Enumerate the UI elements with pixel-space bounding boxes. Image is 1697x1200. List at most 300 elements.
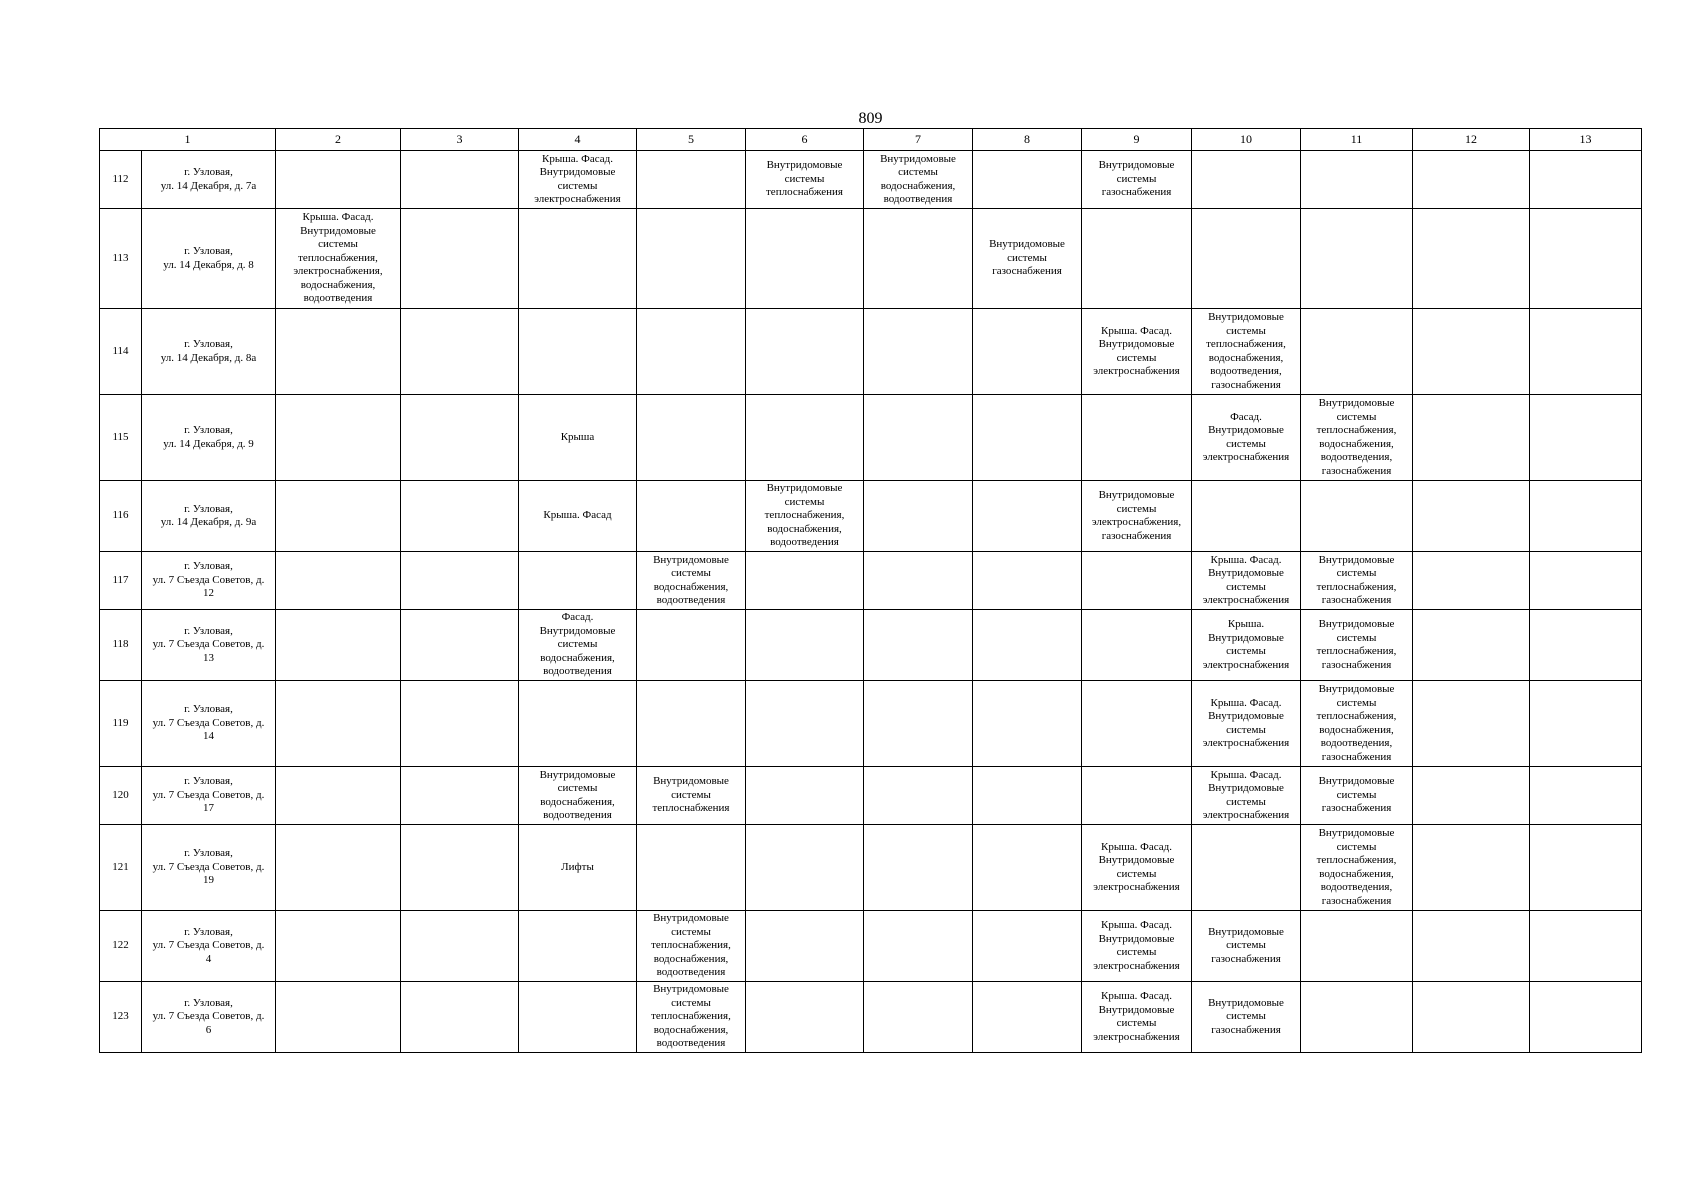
- work-cell-col-9: [1082, 911, 1192, 982]
- work-cell-col-7: [864, 825, 973, 911]
- work-cell-col-6: [746, 481, 864, 552]
- column-header-11: 11: [1301, 129, 1413, 151]
- work-cell-col-9: [1082, 610, 1192, 681]
- work-cell-col-4: [519, 552, 637, 610]
- work-cell-col-12: [1413, 481, 1530, 552]
- column-header-3: 3: [401, 129, 519, 151]
- work-cell-col-8: [973, 395, 1082, 481]
- work-text-line: водоотведения: [770, 536, 839, 549]
- work-text-line: Фасад.: [1230, 410, 1262, 423]
- address-line: г. Узловая,: [184, 847, 233, 860]
- work-cell-col-13: [1530, 552, 1642, 610]
- work-text-line: Внутридомовые: [1318, 775, 1395, 788]
- work-cell-col-8: [973, 209, 1082, 309]
- work-cell-col-12: [1413, 982, 1530, 1053]
- table-row: [100, 610, 1642, 681]
- work-text-line: Внутридомовые: [1318, 683, 1395, 695]
- work-cell-col-4: [519, 395, 637, 481]
- work-cell-col-6: [746, 911, 864, 982]
- row-number-cell: 117: [100, 552, 142, 610]
- work-cell-col-7: [864, 911, 973, 982]
- work-text-line: Фасад.: [561, 611, 594, 624]
- work-text-line: Внутридомовые: [766, 482, 843, 495]
- work-cell-col-3: [401, 552, 519, 610]
- column-header-8: 8: [973, 129, 1082, 151]
- work-cell-col-7: [864, 395, 973, 481]
- address-line: г. Узловая,: [184, 775, 233, 788]
- column-number-row: [100, 129, 1642, 151]
- work-text-line: Внутридомовые: [653, 775, 729, 788]
- work-text-line: Внутридомовые: [653, 553, 729, 566]
- work-cell-col-8: [973, 552, 1082, 610]
- address-cell: [142, 982, 276, 1053]
- work-text-line: водоснабжения,: [653, 1023, 729, 1036]
- work-cell-col-6: [746, 681, 864, 767]
- work-text-line: Внутридомовые: [989, 238, 1065, 251]
- work-cell-col-2: [276, 681, 401, 767]
- work-cell-col-9: [1082, 151, 1192, 209]
- table-header: [100, 129, 1642, 151]
- work-text-line: Внутридомовые: [880, 152, 956, 165]
- address-line: ул. 14 Декабря, д. 9: [163, 437, 254, 450]
- work-cell-col-7: [864, 767, 973, 825]
- work-cell-col-4: [519, 151, 637, 209]
- work-cell-col-3: [401, 681, 519, 767]
- work-text-line: Внутридомовые: [1098, 338, 1175, 350]
- work-cell-col-2: [276, 767, 401, 825]
- work-cell-col-13: [1530, 610, 1642, 681]
- work-cell-col-4: [519, 209, 637, 309]
- work-cell-col-3: [401, 395, 519, 481]
- work-cell-col-6: [746, 767, 864, 825]
- work-cell-col-4: [519, 309, 637, 395]
- work-cell-col-13: [1530, 982, 1642, 1053]
- row-number-cell: 118: [100, 610, 142, 681]
- work-cell-col-6: [746, 610, 864, 681]
- work-cell-col-2: [276, 552, 401, 610]
- address-cell: [142, 309, 276, 395]
- work-cell-col-11: [1301, 681, 1413, 767]
- column-header-5: 5: [637, 129, 746, 151]
- work-cell-col-9: [1082, 395, 1192, 481]
- work-cell-col-8: [973, 309, 1082, 395]
- work-cell-col-13: [1530, 309, 1642, 395]
- row-number-cell: 116: [100, 481, 142, 552]
- address-line: ул. 14 Декабря, д. 9а: [160, 516, 257, 528]
- work-cell-col-3: [401, 151, 519, 209]
- work-cell-col-4: [519, 982, 637, 1053]
- work-cell-col-3: [401, 911, 519, 982]
- address-line: ул. 7 Съезда Советов, д.: [152, 788, 265, 801]
- work-text-line: Внутридомовые: [1098, 159, 1175, 172]
- work-text-line: электроснабжения: [1093, 1030, 1180, 1043]
- work-cell-col-11: [1301, 982, 1413, 1053]
- work-cell-col-10: [1192, 309, 1301, 395]
- work-text-line: системы: [1226, 437, 1266, 450]
- work-cell-col-11: [1301, 151, 1413, 209]
- column-header-13: 13: [1530, 129, 1642, 151]
- work-text-line: системы: [1116, 502, 1157, 515]
- work-text-line: водоотведения,: [1320, 881, 1393, 893]
- work-cell-col-10: [1192, 395, 1301, 481]
- work-text-line: системы: [671, 996, 711, 1009]
- work-text-line: водоотведения: [656, 1037, 726, 1050]
- work-cell-col-3: [401, 481, 519, 552]
- table-body: [100, 151, 1642, 1053]
- work-text-line: водоснабжения,: [540, 795, 615, 808]
- work-text-line: водоснабжения,: [880, 179, 956, 192]
- work-text-line: Внутридомовые: [539, 624, 616, 637]
- work-cell-col-11: [1301, 395, 1413, 481]
- work-cell-col-13: [1530, 681, 1642, 767]
- work-cell-col-9: [1082, 681, 1192, 767]
- address-line: ул. 7 Съезда Советов, д.: [152, 860, 265, 873]
- work-cell-col-12: [1413, 209, 1530, 309]
- work-text-line: Внутридомовые: [766, 159, 843, 172]
- address-line: ул. 7 Съезда Советов, д.: [152, 1010, 265, 1023]
- table-row: [100, 395, 1642, 481]
- work-cell-col-12: [1413, 610, 1530, 681]
- work-cell-col-4: [519, 610, 637, 681]
- work-text-line: Внутридомовые: [1098, 1003, 1175, 1016]
- work-text-line: водоснабжения,: [300, 278, 376, 291]
- work-text-line: электроснабжения: [534, 193, 621, 205]
- work-text-line: газоснабжения: [1101, 529, 1172, 542]
- work-cell-col-8: [973, 610, 1082, 681]
- row-number-cell: 112: [100, 151, 142, 209]
- work-text-line: газоснабжения: [1321, 750, 1392, 763]
- row-number-cell: 121: [100, 825, 142, 911]
- work-text-line: системы: [1226, 580, 1266, 593]
- work-text-line: теплоснабжения,: [1316, 710, 1397, 722]
- address-line: 17: [203, 802, 214, 815]
- column-header-4: 4: [519, 129, 637, 151]
- work-cell-col-12: [1413, 309, 1530, 395]
- work-text-line: теплоснабжения,: [1316, 854, 1397, 866]
- work-cell-col-10: [1192, 552, 1301, 610]
- address-cell: [142, 825, 276, 911]
- work-text-line: Внутридомовые: [1318, 397, 1395, 409]
- work-text-line: Внутридомовые: [1098, 854, 1175, 866]
- address-line: ул. 7 Съезда Советов, д.: [152, 638, 265, 651]
- work-cell-col-5: [637, 481, 746, 552]
- work-text-line: водоснабжения,: [767, 522, 842, 535]
- work-cell-col-4: [519, 481, 637, 552]
- table-row: [100, 982, 1642, 1053]
- work-text-line: Внутридомовые: [653, 983, 729, 996]
- work-cell-col-8: [973, 151, 1082, 209]
- work-cell-col-8: [973, 767, 1082, 825]
- work-cell-col-2: [276, 911, 401, 982]
- work-cell-col-3: [401, 825, 519, 911]
- work-text-line: системы: [1226, 939, 1266, 952]
- work-text-line: системы: [1336, 410, 1377, 423]
- work-text-line: электроснабжения,: [1091, 516, 1182, 528]
- work-cell-col-5: [637, 395, 746, 481]
- work-text-line: газоснабжения: [1321, 594, 1392, 606]
- address-line: 12: [203, 587, 214, 600]
- work-cell-col-10: [1192, 825, 1301, 911]
- work-text-line: теплоснабжения,: [1206, 338, 1286, 350]
- work-cell-col-10: [1192, 610, 1301, 681]
- row-number-cell: 123: [100, 982, 142, 1053]
- table-row: [100, 767, 1642, 825]
- work-cell-col-10: [1192, 209, 1301, 309]
- work-text-line: системы: [318, 238, 358, 251]
- work-cell-col-5: [637, 767, 746, 825]
- work-text-line: Внутридомовые: [1208, 567, 1284, 579]
- work-text-line: водоснабжения,: [1319, 437, 1394, 450]
- work-text-line: электроснабжения: [1202, 451, 1290, 463]
- work-text-line: водоснабжения,: [540, 651, 615, 664]
- work-text-line: водоотведения,: [1210, 365, 1282, 377]
- work-text-line: электроснабжения: [1202, 658, 1290, 671]
- work-text-line: водоснабжения,: [653, 580, 729, 593]
- work-cell-col-13: [1530, 911, 1642, 982]
- work-cell-col-9: [1082, 209, 1192, 309]
- work-cell-col-10: [1192, 151, 1301, 209]
- address-line: 4: [205, 952, 212, 965]
- work-cell-col-11: [1301, 767, 1413, 825]
- work-text-line: Внутридомовые: [1318, 618, 1395, 630]
- address-line: г. Узловая,: [184, 245, 233, 257]
- work-text-line: системы: [557, 782, 598, 794]
- work-cell-col-11: [1301, 911, 1413, 982]
- address-line: г. Узловая,: [184, 925, 233, 938]
- work-text-line: системы: [1336, 696, 1377, 709]
- work-text-line: Крыша. Фасад.: [542, 152, 613, 165]
- work-cell-col-12: [1413, 395, 1530, 481]
- work-text-line: Внутридомовые: [1208, 925, 1284, 938]
- work-text-line: Внутридомовые: [1318, 553, 1395, 566]
- column-header-9: 9: [1082, 129, 1192, 151]
- work-text-line: системы: [1336, 631, 1377, 644]
- row-number-cell: 113: [100, 209, 142, 309]
- work-text-line: системы: [557, 638, 598, 651]
- page-number: 809: [858, 110, 883, 127]
- column-header-10: 10: [1192, 129, 1301, 151]
- address-cell: [142, 681, 276, 767]
- work-cell-col-3: [401, 610, 519, 681]
- table-row: [100, 825, 1642, 911]
- work-text-line: электроснабжения: [1202, 594, 1290, 606]
- work-cell-col-5: [637, 681, 746, 767]
- work-cell-col-12: [1413, 767, 1530, 825]
- work-cell-col-6: [746, 825, 864, 911]
- work-cell-col-7: [864, 552, 973, 610]
- work-text-line: газоснабжения: [1101, 186, 1172, 199]
- address-line: г. Узловая,: [184, 424, 233, 436]
- work-cell-col-3: [401, 309, 519, 395]
- work-text-line: теплоснабжения: [766, 186, 843, 199]
- work-cell-col-12: [1413, 825, 1530, 911]
- work-cell-col-4: [519, 767, 637, 825]
- work-text-line: теплоснабжения,: [651, 1010, 731, 1023]
- address-line: г. Узловая,: [184, 624, 233, 637]
- work-cell-col-11: [1301, 209, 1413, 309]
- work-text-line: водоотведения: [883, 193, 953, 205]
- work-text-line: Внутридомовые: [1318, 827, 1395, 839]
- table-row: [100, 911, 1642, 982]
- work-cell-col-11: [1301, 825, 1413, 911]
- work-cell-col-6: [746, 982, 864, 1053]
- address-cell: [142, 481, 276, 552]
- table-row: [100, 681, 1642, 767]
- work-cell-col-9: [1082, 767, 1192, 825]
- column-header-12: 12: [1413, 129, 1530, 151]
- address-line: г. Узловая,: [184, 502, 233, 515]
- work-text-line: водоотведения: [543, 665, 612, 678]
- work-cell-col-11: [1301, 481, 1413, 552]
- work-cell-col-8: [973, 481, 1082, 552]
- work-text-line: водоснабжения,: [653, 952, 729, 965]
- address-line: ул. 7 Съезда Советов, д.: [152, 573, 265, 586]
- work-text-line: системы: [784, 495, 825, 508]
- work-text-line: системы: [1226, 1010, 1266, 1023]
- work-text-line: водоотведения: [303, 292, 373, 305]
- work-text-line: Внутридомовые: [1208, 424, 1284, 436]
- work-cell-col-4: [519, 681, 637, 767]
- work-text-line: газоснабжения: [1321, 894, 1392, 907]
- work-text-line: электроснабжения: [1202, 809, 1290, 821]
- work-text-line: электроснабжения: [1093, 881, 1180, 893]
- table-row: [100, 481, 1642, 552]
- work-text-line: Внутридомовые: [1098, 489, 1175, 501]
- address-cell: [142, 395, 276, 481]
- work-cell-col-7: [864, 309, 973, 395]
- work-cell-col-12: [1413, 151, 1530, 209]
- work-text-line: газоснабжения: [1211, 952, 1281, 965]
- work-cell-col-7: [864, 209, 973, 309]
- work-text-line: системы: [1116, 351, 1157, 364]
- address-line: ул. 14 Декабря, д. 7а: [160, 179, 257, 192]
- work-text-line: Крыша. Фасад.: [1210, 696, 1282, 709]
- work-cell-col-9: [1082, 982, 1192, 1053]
- work-cell-col-13: [1530, 767, 1642, 825]
- work-cell-col-13: [1530, 395, 1642, 481]
- work-text-line: теплоснабжения,: [1316, 645, 1397, 657]
- work-text-line: системы: [1116, 1017, 1157, 1029]
- work-cell-col-9: [1082, 481, 1192, 552]
- work-text-line: теплоснабжения,: [1316, 580, 1397, 593]
- work-text-line: Крыша. Фасад.: [1210, 553, 1282, 566]
- work-cell-col-5: [637, 151, 746, 209]
- work-text-line: газоснабжения: [1321, 464, 1392, 477]
- work-cell-col-9: [1082, 309, 1192, 395]
- work-cell-col-2: [276, 481, 401, 552]
- work-text-line: газоснабжения: [1321, 658, 1392, 671]
- work-text-line: электроснабжения: [1093, 959, 1180, 972]
- work-cell-col-5: [637, 610, 746, 681]
- work-cell-col-3: [401, 767, 519, 825]
- work-cell-col-3: [401, 209, 519, 309]
- work-text-line: системы: [671, 567, 711, 579]
- work-text-line: Внутридомовые: [539, 768, 616, 781]
- repair-schedule-table: [99, 128, 1642, 1053]
- work-text-line: водоснабжения,: [1208, 351, 1284, 364]
- address-line: г. Узловая,: [184, 338, 233, 350]
- work-text-line: Крыша. Фасад.: [1101, 919, 1172, 931]
- work-cell-col-6: [746, 209, 864, 309]
- work-cell-col-11: [1301, 610, 1413, 681]
- work-text-line: системы: [1336, 840, 1377, 853]
- work-cell-col-4: [519, 825, 637, 911]
- work-text-line: Крыша. Фасад.: [302, 211, 374, 224]
- work-text-line: водоснабжения,: [1319, 867, 1394, 880]
- work-text-line: теплоснабжения,: [298, 251, 378, 264]
- work-cell-col-6: [746, 552, 864, 610]
- work-text-line: газоснабжения: [1211, 1023, 1281, 1036]
- work-cell-col-2: [276, 395, 401, 481]
- work-cell-col-4: [519, 911, 637, 982]
- work-cell-col-11: [1301, 309, 1413, 395]
- work-text-line: Крыша. Фасад.: [1101, 324, 1172, 337]
- work-text-line: Крыша. Фасад.: [1101, 840, 1172, 853]
- row-number-cell: 114: [100, 309, 142, 395]
- work-text-line: теплоснабжения,: [1316, 424, 1397, 436]
- work-cell-col-7: [864, 151, 973, 209]
- work-cell-col-12: [1413, 681, 1530, 767]
- work-cell-col-13: [1530, 481, 1642, 552]
- work-text-line: Внутридомовые: [1208, 996, 1284, 1009]
- address-cell: [142, 552, 276, 610]
- work-cell-col-7: [864, 681, 973, 767]
- work-text-line: системы: [1116, 172, 1157, 185]
- work-text-line: водоотведения: [656, 966, 726, 979]
- work-cell-col-7: [864, 610, 973, 681]
- table-row: [100, 552, 1642, 610]
- work-text-line: системы: [1226, 324, 1266, 337]
- address-cell: [142, 610, 276, 681]
- work-text-line: газоснабжения: [1211, 378, 1281, 391]
- work-text-line: системы: [1226, 723, 1266, 736]
- work-text-line: Крыша: [560, 430, 595, 443]
- work-text-line: Крыша. Фасад.: [1101, 990, 1172, 1002]
- address-line: ул. 14 Декабря, д. 8а: [160, 351, 257, 364]
- work-text-line: Внутридомовые: [653, 912, 729, 925]
- work-text-line: водоотведения: [656, 594, 726, 606]
- address-line: г. Узловая,: [184, 996, 233, 1009]
- row-number-cell: 115: [100, 395, 142, 481]
- table-row: [100, 151, 1642, 209]
- work-text-line: электроснабжения: [1093, 365, 1180, 377]
- work-text-line: системы: [1007, 251, 1047, 264]
- work-text-line: водоснабжения,: [1319, 723, 1394, 736]
- address-line: г. Узловая,: [184, 166, 233, 178]
- work-text-line: системы: [671, 788, 711, 801]
- column-header-6: 6: [746, 129, 864, 151]
- address-line: 13: [203, 651, 214, 664]
- work-cell-col-9: [1082, 552, 1192, 610]
- work-text-line: теплоснабжения: [652, 802, 730, 815]
- work-text-line: электроснабжения: [1202, 737, 1290, 749]
- work-cell-col-5: [637, 825, 746, 911]
- address-line: 6: [205, 1023, 212, 1036]
- work-text-line: системы: [1116, 946, 1157, 958]
- work-cell-col-5: [637, 209, 746, 309]
- work-text-line: электроснабжения,: [293, 265, 383, 278]
- address-line: 14: [203, 730, 214, 743]
- address-line: г. Узловая,: [184, 703, 233, 716]
- work-text-line: теплоснабжения,: [651, 939, 731, 952]
- work-cell-col-8: [973, 681, 1082, 767]
- work-cell-col-12: [1413, 552, 1530, 610]
- work-cell-col-7: [864, 481, 973, 552]
- work-text-line: системы: [1226, 795, 1266, 808]
- work-text-line: теплоснабжения,: [764, 509, 845, 522]
- work-cell-col-10: [1192, 767, 1301, 825]
- work-cell-col-10: [1192, 911, 1301, 982]
